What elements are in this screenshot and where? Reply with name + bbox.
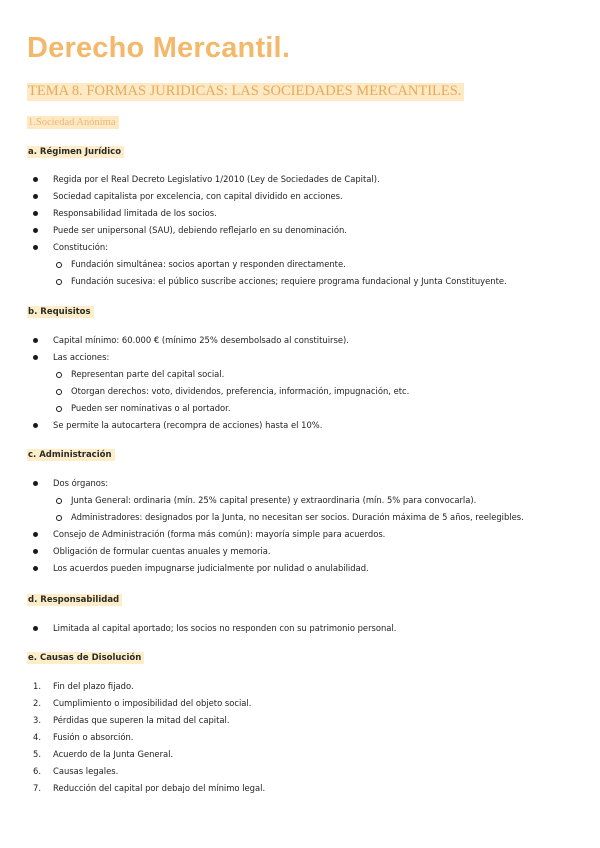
list-item-text: Fin del plazo fijado. [53,681,134,691]
list-item: Limitada al capital aportado; los socios no responden con su patrimonio personal. [27,620,396,637]
list-item [27,712,265,729]
sub-list-item: Fundación sucesiva: el público suscribe acciones; requiere programa fundacional y Junta Constituyente. [53,273,507,290]
section-heading-administracion: c. Administración [27,449,115,461]
list-number: 1. [33,681,41,691]
list-item: Obligación de formular cuentas anuales y memoria. [27,543,524,560]
list-number: 4. [33,732,41,742]
list-item [27,695,265,712]
list-item [27,746,265,763]
list-item-label: Constitución: [53,242,109,252]
list-item-text: Cumplimiento o imposibilidad del objeto social. [53,698,252,708]
list-item [27,239,507,290]
list-item [27,780,265,797]
sublist-organos [53,492,524,526]
list-number: 7. [33,783,41,793]
list-item-text: Fusión o absorción. [53,732,134,742]
sub-list-item: Otorgan derechos: voto, dividendos, preferencia, información, impugnación, etc. [53,383,409,400]
sub-list-item: Administradores: designados por la Junta, no necesitan ser socios. Duración máxima de 5 años, reelegibles. [53,509,524,526]
sub-list-item: Pueden ser nominativas o al portador. [53,400,409,417]
list-item [27,475,524,526]
list-item: Los acuerdos pueden impugnarse judicialmente por nulidad o anulabilidad. [27,560,524,577]
list-number: 3. [33,715,41,725]
section-heading-responsabilidad: d. Responsabilidad [27,594,122,606]
list-responsabilidad [27,620,396,637]
list-item: Se permite la autocartera (recompra de acciones) hasta el 10%. [27,417,409,434]
list-disolucion [27,678,265,797]
list-item-label: Dos órganos: [53,478,109,488]
sub-list-item: Representan parte del capital social. [53,366,409,383]
sub-list-item: Fundación simultánea: socios aportan y responden directamente. [53,256,507,273]
list-administracion [27,475,524,577]
subsection-heading: 1.Sociedad Anónima [27,116,119,129]
list-requisitos [27,332,409,434]
list-number: 2. [33,698,41,708]
list-number: 6. [33,766,41,776]
list-item-text: Reducción del capital por debajo del mínimo legal. [53,783,266,793]
list-regimen [27,171,507,290]
list-item [27,678,265,695]
list-item-text: Acuerdo de la Junta General. [53,749,174,759]
section-heading-regimen: a. Régimen Jurídico [27,146,124,158]
list-item: Responsabilidad limitada de los socios. [27,205,507,222]
sub-list-item: Junta General: ordinaria (mín. 25% capital presente) y extraordinaria (mín. 5% para convocarla). [53,492,524,509]
list-item-text: Pérdidas que superen la mitad del capital. [53,715,230,725]
list-item [27,763,265,780]
list-item [27,729,265,746]
section-heading-disolucion: e. Causas de Disolución [27,652,144,664]
list-item: Consejo de Administración (forma más común): mayoría simple para acuerdos. [27,526,524,543]
list-item: Capital mínimo: 60.000 € (mínimo 25% desembolsado al constituirse). [27,332,409,349]
list-item: Sociedad capitalista por excelencia, con capital dividido en acciones. [27,188,507,205]
sublist-constitucion [53,256,507,290]
list-item: Puede ser unipersonal (SAU), debiendo reflejarlo en su denominación. [27,222,507,239]
list-number: 5. [33,749,41,759]
list-item: Regida por el Real Decreto Legislativo 1/2010 (Ley de Sociedades de Capital). [27,171,507,188]
sublist-acciones [53,366,409,417]
section-heading-requisitos: b. Requisitos [27,306,94,318]
list-item-text: Causas legales. [53,766,119,776]
document-title: Derecho Mercantil. [27,32,291,64]
topic-heading: TEMA 8. FORMAS JURIDICAS: LAS SOCIEDADES MERCANTILES. [27,83,464,101]
list-item-label: Las acciones: [53,352,110,362]
list-item [27,349,409,417]
